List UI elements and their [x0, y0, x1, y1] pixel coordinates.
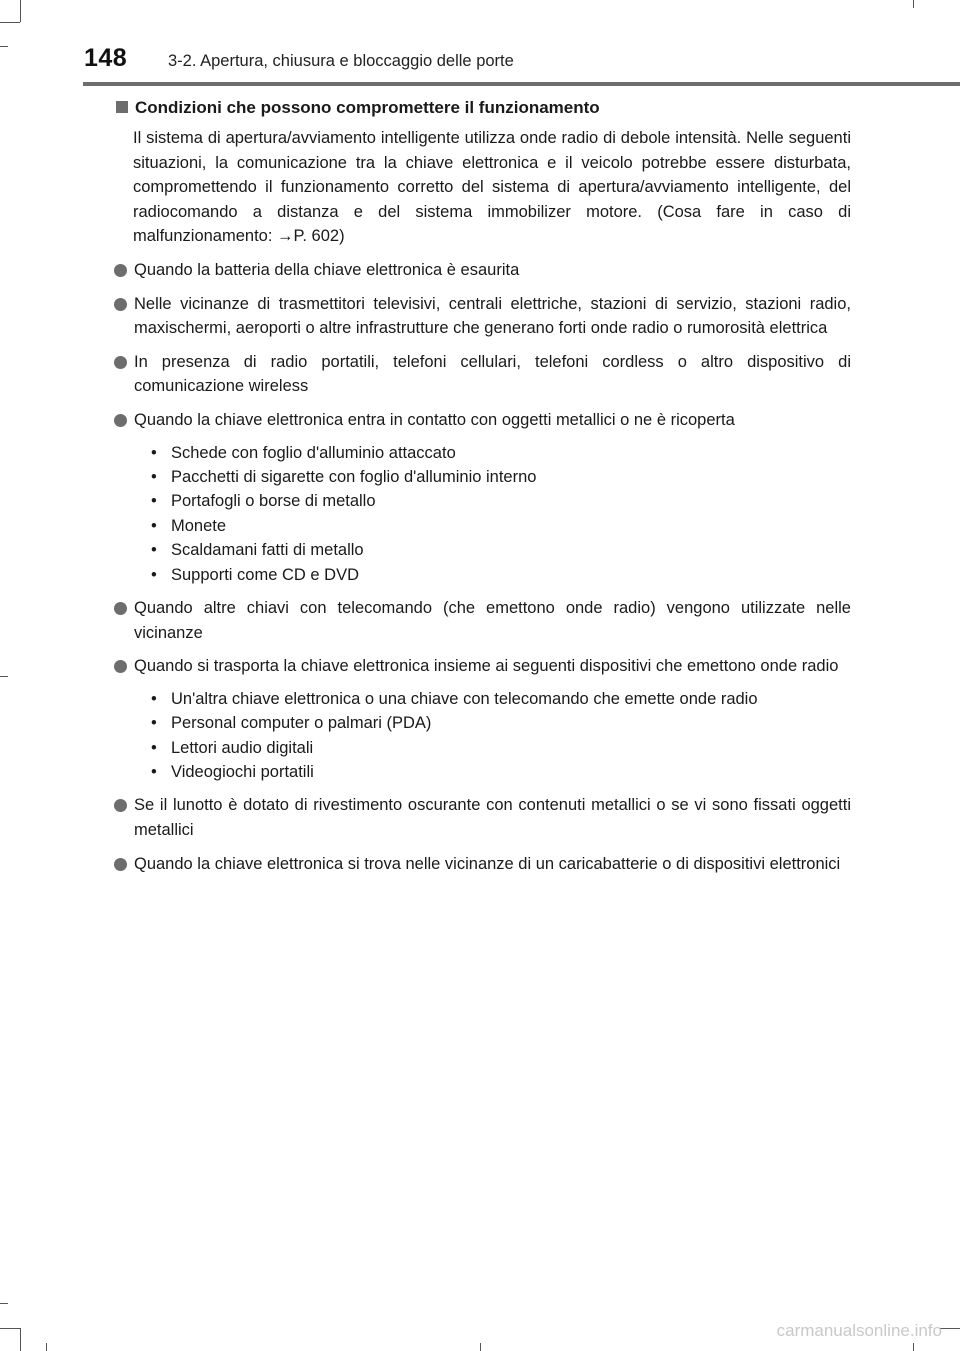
circle-bullet-icon: [114, 858, 127, 871]
list-item: [114, 292, 851, 341]
list-item-text: Se il lunotto è dotato di rivestimento oscurante con contenuti metallici o se vi sono fissati oggetti metallici: [134, 796, 851, 839]
crop-mark: [913, 0, 914, 8]
list-item: [114, 350, 851, 399]
crop-mark: [46, 1343, 47, 1351]
sub-bullet: •: [151, 492, 157, 511]
page-content: [114, 96, 851, 876]
sub-list-item: [151, 687, 851, 711]
list-item-text: Quando si trasporta la chiave elettronica insieme ai seguenti dispositivi che emettono onde radio: [134, 657, 839, 676]
sub-list-item-text: Personal computer o palmari (PDA): [171, 714, 432, 733]
crop-mark: [0, 1303, 8, 1304]
crop-mark: [0, 676, 8, 677]
list-item: [114, 793, 851, 842]
page-number: 148: [84, 44, 128, 72]
crop-mark: [0, 1328, 20, 1329]
sub-list-item: [151, 465, 851, 489]
sub-list-item: [151, 441, 851, 465]
crop-mark: [940, 1328, 960, 1329]
list-item-text: Nelle vicinanze di trasmettitori televisivi, centrali elettriche, stazioni di servizio, stazioni radio, maxischermi, aeroporti o altre infrastrutture che generano forti onde radio o rumorosità elettrica: [134, 294, 851, 338]
sub-list-item: [151, 538, 851, 562]
list-item: [114, 852, 851, 877]
square-bullet-icon: [116, 101, 128, 113]
heading-text: Condizioni che possono compromettere il funzionamento: [135, 98, 600, 117]
sub-list-item: [151, 489, 851, 513]
crop-mark: [20, 0, 21, 22]
list-item-text: Quando la chiave elettronica entra in contatto con oggetti metallici o ne è ricoperta: [134, 410, 735, 429]
list-item: [114, 596, 851, 645]
sub-bullet: •: [151, 443, 157, 462]
sub-list-item-text: Lettori audio digitali: [171, 738, 314, 757]
sub-bullet: •: [151, 541, 157, 560]
sub-list-item-text: Videogiochi portatili: [171, 762, 314, 781]
header-rule: [83, 82, 960, 86]
intro-paragraph: Il sistema di apertura/avviamento intelligente utilizza onde radio di debole intensità. Nelle seguenti situazioni, la comunicazione tra la chiave elettronica e il veicolo potrebbe essere disturbata, compromettendo il funzionamento corretto del sistema di apertura/avviamento intelligente, del radiocomando a distanza e del sistema immobilizer motore. (Cosa fare in caso di malfunzionamento: →P. 602): [133, 129, 851, 246]
sub-list-item-text: Pacchetti di sigarette con foglio d'alluminio interno: [171, 467, 537, 486]
sub-bullet: •: [151, 516, 157, 535]
list-item-text: Quando la batteria della chiave elettronica è esaurita: [134, 260, 520, 279]
sub-list-item-text: Schede con foglio d'alluminio attaccato: [171, 443, 456, 462]
sub-bullet: •: [151, 565, 157, 584]
sub-list: [151, 687, 851, 785]
sub-bullet: •: [151, 738, 157, 757]
list-item: [114, 408, 851, 433]
circle-bullet-icon: [114, 356, 127, 369]
list-item: [114, 654, 851, 679]
sub-list-item: [151, 760, 851, 784]
list-item: [114, 258, 851, 283]
circle-bullet-icon: [114, 660, 127, 673]
crop-mark: [0, 22, 20, 23]
sub-list-item-text: Monete: [171, 516, 227, 535]
crop-mark: [20, 1328, 21, 1351]
section-title: 3-2. Apertura, chiusura e bloccaggio delle porte: [168, 52, 514, 70]
sub-list-item: [151, 736, 851, 760]
section-heading: [114, 96, 851, 120]
sub-list-item-text: Scaldamani fatti di metallo: [171, 541, 364, 560]
sub-list-item-text: Supporti come CD e DVD: [171, 565, 359, 584]
crop-mark: [913, 1343, 914, 1351]
list-item-text: Quando la chiave elettronica si trova nelle vicinanze di un caricabatterie o di dispositivi elettronici: [134, 854, 841, 873]
sub-list: [151, 441, 851, 587]
circle-bullet-icon: [114, 602, 127, 615]
circle-bullet-icon: [114, 298, 127, 311]
circle-bullet-icon: [114, 264, 127, 277]
crop-mark: [0, 46, 8, 47]
list-item-text: Quando altre chiavi con telecomando (che emettono onde radio) vengono utilizzate nelle vicinanze: [134, 598, 851, 642]
sub-bullet: •: [151, 714, 157, 733]
sub-list-item-text: Un'altra chiave elettronica o una chiave con telecomando che emette onde radio: [171, 689, 758, 708]
sub-list-item: [151, 711, 851, 735]
sub-list-item: [151, 563, 851, 587]
sub-list-item-text: Portafogli o borse di metallo: [171, 492, 376, 511]
crop-mark: [480, 1343, 481, 1351]
circle-bullet-icon: [114, 799, 127, 812]
sub-bullet: •: [151, 467, 157, 486]
watermark: carmanualsonline.info: [776, 1321, 942, 1340]
sub-bullet: •: [151, 762, 157, 781]
sub-bullet: •: [151, 689, 157, 708]
sub-list-item: [151, 514, 851, 538]
condition-list: [114, 258, 851, 876]
circle-bullet-icon: [114, 414, 127, 427]
list-item-text: In presenza di radio portatili, telefoni cellulari, telefoni cordless o altro dispositivo di comunicazione wireless: [134, 352, 851, 396]
